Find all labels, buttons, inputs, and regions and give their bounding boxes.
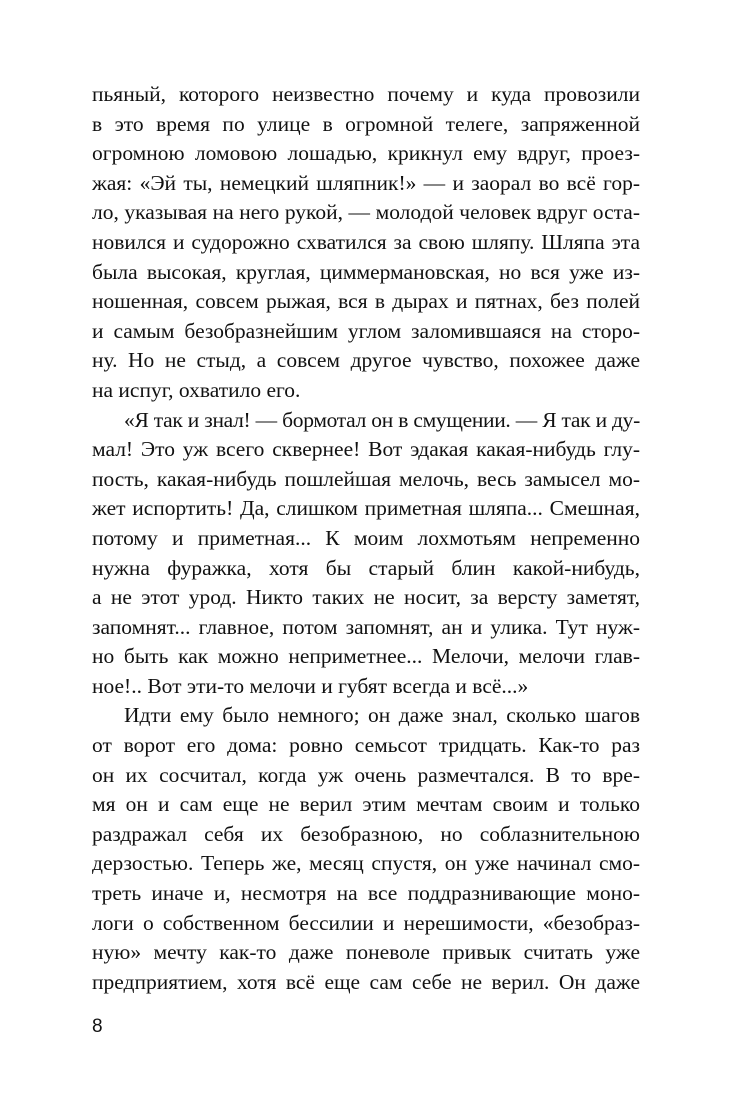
text-line: ную» мечту как-то даже поневоле привык считать уже [92,940,640,965]
paragraph [92,406,640,702]
text-line: запомнят... главное, потом запомнят, ан и улика. Тут нуж- [92,614,640,639]
text-line: мал! Это уж всего сквернее! Вот эдакая какая-нибудь глу- [92,437,640,462]
text-line: мя он и сам еще не верил этим мечтам своим и только [92,792,640,817]
text-line: новился и судорожно схватился за свою шляпу. Шляпа эта [92,229,640,254]
text-line: ло, указывая на него рукой, — молодой человек вдруг оста- [92,200,640,225]
paragraph [92,80,640,406]
text-line: пьяный, которого неизвестно почему и куда провозили [92,82,640,106]
paragraph [92,701,640,997]
text-line: «Я так и знал! — бормотал он в смущении. — Я так и ду- [124,407,640,432]
text-line: логи о собственном бессилии и нерешимости, «безобраз- [92,910,640,935]
text-line: он их сосчитал, когда уж очень размечтался. В то вре- [92,762,640,787]
text-line: огромною ломовою лошадью, крикнул ему вдруг, проез- [92,141,640,166]
text-line: потому и приметная... К моим лохмотьям непременно [92,525,640,550]
text-line: ну. Но не стыд, а совсем другое чувство, похожее даже [92,348,640,373]
text-line: пость, какая-нибудь пошлейшая мелочь, весь замысел мо- [92,466,640,491]
text-line: на испуг, охватило его. [92,377,301,402]
text-line: жая: «Эй ты, немецкий шляпник!» — и заорал во всё гор- [92,170,640,195]
page-number: 8 [92,1016,103,1037]
text-line: нужна фуражка, хотя бы старый блин какой-нибудь, [92,555,640,580]
text-line: предприятием, хотя всё еще сам себе не верил. Он даже [92,969,640,994]
text-line: Идти ему было немного; он даже знал, сколько шагов [124,703,640,728]
text-line: раздражал себя их безобразною, но соблазнительною [92,821,640,846]
text-line: ношенная, совсем рыжая, вся в дырах и пятнах, без полей [92,289,640,314]
text-line: в это время по улице в огромной телеге, запряженной [92,111,640,136]
text-line: а не этот урод. Никто таких не носит, за версту заметят, [92,585,640,610]
text-line: но быть как можно неприметнее... Мелочи, мелочи глав- [92,644,640,669]
page-text [92,80,640,997]
text-line: жет испортить! Да, слишком приметная шляпа... Смешная, [92,496,640,521]
text-line: от ворот его дома: ровно семьсот тридцать. Как-то раз [92,733,640,758]
text-line: дерзостью. Теперь же, месяц спустя, он уже начинал смо- [92,851,640,876]
text-line: и самым безобразнейшим углом заломившаяся на сторо- [92,318,640,343]
text-line: была высокая, круглая, циммермановская, но вся уже из- [92,259,640,284]
text-line: треть иначе и, несмотря на все поддразнивающие моно- [92,881,640,906]
text-line: ное!.. Вот эти-то мелочи и губят всегда и всё...» [92,673,529,698]
